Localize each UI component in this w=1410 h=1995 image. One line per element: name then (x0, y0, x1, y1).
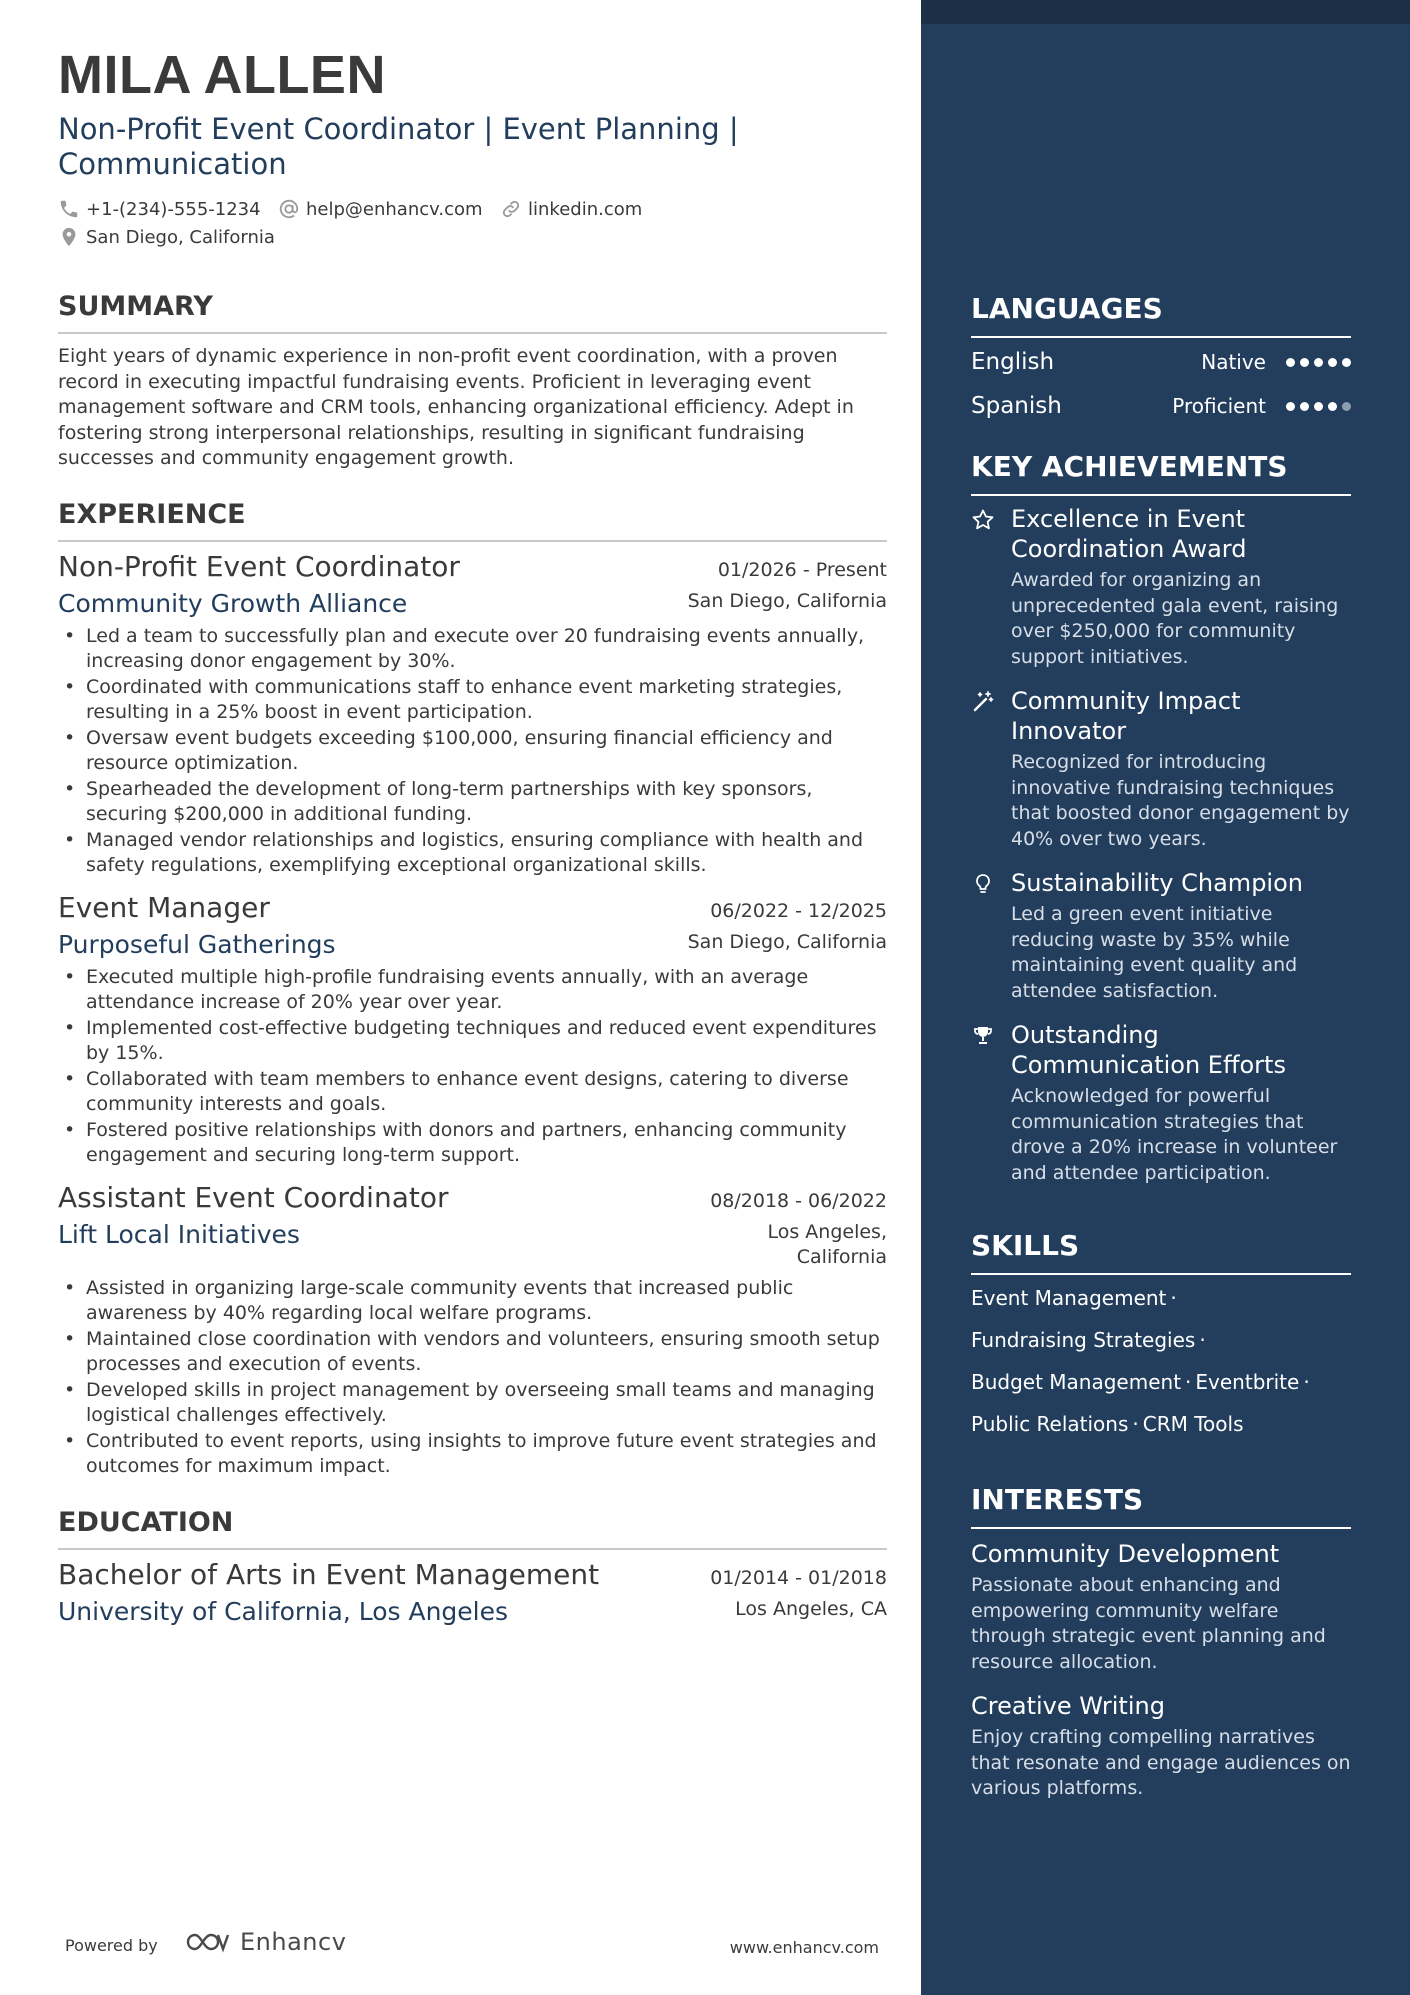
powered-by-label: Powered by (65, 1936, 158, 1955)
education-section (58, 1506, 887, 1626)
summary-section (58, 290, 887, 472)
contact-email[interactable] (278, 198, 483, 220)
section-title-education: EDUCATION (58, 1506, 887, 1550)
location-text: San Diego, California (86, 226, 275, 248)
skill-line (971, 1403, 1351, 1445)
interest-desc: Passionate about enhancing and empowering community welfare through strategic event planning and resource allocation. (971, 1574, 1326, 1673)
interest-title: Community Development (971, 1540, 1280, 1568)
interests-section (971, 1483, 1351, 1802)
bullet-item: • Coordinated with communications staff to enhance event marketing strategies, resulting in a 25% boost in event participation. (58, 675, 887, 726)
skill-separator: · (1185, 1370, 1192, 1394)
degree-title: Bachelor of Arts in Event Management (58, 1557, 600, 1591)
job-location-line: Los Angeles, (767, 1220, 887, 1243)
rating-dot (1342, 402, 1351, 411)
job-entry (58, 550, 887, 879)
education-date: 01/2014 - 01/2018 (710, 1566, 887, 1589)
achievement-desc: Acknowledged for powerful communication strategies that drove a 20% increase in volunteer and attendee participation. (1011, 1085, 1338, 1184)
job-title: Non-Profit Event Coordinator (58, 549, 460, 583)
achievement-title: Sustainability Champion (1011, 869, 1303, 897)
bullet-item: • Implemented cost-effective budgeting techniques and reduced event expenditures by 15%. (58, 1016, 887, 1067)
brand-name: Enhancv (240, 1928, 347, 1956)
job-title: Event Manager (58, 890, 270, 924)
rating-dot (1328, 358, 1337, 367)
bullet-item: • Collaborated with team members to enhance event designs, catering to diverse community interests and goals. (58, 1067, 887, 1118)
at-icon (278, 198, 300, 220)
achievement-title: Excellence in Event Coordination Award (1011, 505, 1247, 563)
trophy-icon (971, 1024, 995, 1048)
job-date: 06/2022 - 12/2025 (710, 899, 887, 922)
job-entry (58, 1181, 887, 1480)
achievement-desc: Awarded for organizing an unprecedented gala event, raising over $250,000 for community support initiatives. (1011, 569, 1339, 668)
bullet-item: • Executed multiple high-profile fundraising events annually, with an average attendance increase of 20% year over year. (58, 965, 887, 1016)
section-title-summary: SUMMARY (58, 290, 887, 334)
achievement-item (971, 868, 1351, 1004)
rating-dot (1342, 358, 1351, 367)
sidebar-top-bar (921, 0, 1410, 24)
job-title: Assistant Event Coordinator (58, 1180, 449, 1214)
language-level: Native (1201, 350, 1266, 374)
bullet-item: • Assisted in organizing large-scale community events that increased public awareness by 40% regarding local welfare programs. (58, 1276, 887, 1327)
section-title-experience: EXPERIENCE (58, 498, 887, 542)
interest-desc: Enjoy crafting compelling narratives that resonate and engage audiences on various platforms. (971, 1726, 1351, 1799)
email-text: help@enhancv.com (306, 198, 483, 220)
skill-separator: · (1170, 1286, 1177, 1310)
skill-line (971, 1361, 1351, 1403)
bullet-item: • Spearheaded the development of long-term partnerships with key sponsors, securing $200,000 in additional funding. (58, 777, 887, 828)
job-bullets (58, 1276, 887, 1480)
lightbulb-icon (971, 872, 995, 896)
achievements-section (971, 450, 1351, 1186)
section-title-achievements: KEY ACHIEVEMENTS (971, 450, 1351, 496)
language-rating (1286, 402, 1351, 411)
map-pin-icon (58, 226, 80, 248)
skill-line (971, 1277, 1351, 1319)
skill-line (971, 1319, 1351, 1361)
achievement-desc: Recognized for introducing innovative fundraising techniques that boosted donor engagement by 40% over two years. (1011, 751, 1350, 850)
rating-dot (1286, 402, 1295, 411)
experience-section (58, 498, 887, 1480)
interest-item (971, 1539, 1351, 1675)
contact-phone[interactable] (58, 198, 261, 220)
skill-item: Public Relations (971, 1412, 1129, 1436)
job-location: San Diego, California (687, 589, 887, 612)
contact-info (58, 198, 887, 254)
contact-linkedin[interactable] (500, 198, 642, 220)
job-location: San Diego, California (687, 930, 887, 953)
contact-location (58, 226, 275, 248)
rating-dot (1286, 358, 1295, 367)
education-entry (58, 1558, 887, 1626)
job-location (767, 1220, 887, 1270)
section-title-languages: LANGUAGES (971, 292, 1351, 338)
language-row (971, 384, 1351, 428)
linkedin-text: linkedin.com (528, 198, 643, 220)
achievement-item (971, 1020, 1351, 1186)
rating-dot (1300, 402, 1309, 411)
skill-item: Event Management (971, 1286, 1167, 1310)
achievement-title: Outstanding Communication Efforts (1011, 1021, 1286, 1079)
company-name: Community Growth Alliance (58, 588, 408, 618)
magic-wand-icon (971, 690, 995, 714)
bullet-item: • Oversaw event budgets exceeding $100,000, ensuring financial efficiency and resource optimization. (58, 726, 887, 777)
job-date: 08/2018 - 06/2022 (710, 1189, 887, 1212)
footer (65, 1928, 879, 1968)
bullet-item: • Led a team to successfully plan and execute over 20 fundraising events annually, increasing donor engagement by 30%. (58, 624, 887, 675)
bullet-item: • Maintained close coordination with vendors and volunteers, ensuring smooth setup processes and execution of events. (58, 1327, 887, 1378)
company-name: Purposeful Gatherings (58, 929, 336, 959)
language-row (971, 340, 1351, 384)
skill-item: Budget Management (971, 1370, 1182, 1394)
skill-item: Eventbrite (1195, 1370, 1300, 1394)
school-name: University of California, Los Angeles (58, 1596, 509, 1626)
bullet-item: • Fostered positive relationships with donors and partners, enhancing community engagement and securing long-term support. (58, 1118, 887, 1169)
languages-section (971, 292, 1351, 428)
job-entry (58, 891, 887, 1169)
rating-dot (1300, 358, 1309, 367)
skill-item: CRM Tools (1142, 1412, 1244, 1436)
language-rating (1286, 358, 1351, 367)
section-title-interests: INTERESTS (971, 1483, 1351, 1529)
job-bullets (58, 965, 887, 1169)
skill-separator: · (1199, 1328, 1206, 1352)
headline: Non-Profit Event Coordinator | Event Planning | Communication (58, 112, 739, 181)
company-name: Lift Local Initiatives (58, 1219, 300, 1249)
achievement-title: Community Impact Innovator (1011, 687, 1241, 745)
job-bullets (58, 624, 887, 879)
language-name: English (971, 349, 1055, 375)
achievement-item (971, 686, 1351, 852)
language-name: Spanish (971, 393, 1062, 419)
brand-logo[interactable] (184, 1928, 346, 1956)
rating-dot (1314, 358, 1323, 367)
summary-text: Eight years of dynamic experience in non-profit event coordination, with a proven record in executing impactful fundraising events. Proficient in leveraging event management software and CRM tools, enhancing organizational efficiency. Adept in fostering strong interpersonal relationships, resulting in significant fundraising successes and community engagement growth. (58, 345, 854, 469)
skills-section (971, 1229, 1351, 1445)
phone-icon (58, 198, 80, 220)
section-title-skills: SKILLS (971, 1229, 1351, 1275)
enhancv-logo-icon (184, 1930, 232, 1954)
skill-item: Fundraising Strategies (971, 1328, 1196, 1352)
candidate-name: MILA ALLEN (58, 45, 386, 105)
education-location: Los Angeles, CA (735, 1597, 887, 1620)
job-date: 01/2026 - Present (717, 558, 887, 581)
star-icon (971, 508, 995, 532)
phone-text: +1-(234)-555-1234 (86, 198, 261, 220)
interest-item (971, 1691, 1351, 1802)
rating-dot (1314, 402, 1323, 411)
website-link[interactable]: www.enhancv.com (729, 1938, 879, 1957)
skill-separator: · (1132, 1412, 1139, 1436)
achievement-desc: Led a green event initiative reducing waste by 35% while maintaining event quality and attendee satisfaction. (1011, 903, 1298, 1002)
job-location-line: California (796, 1245, 887, 1268)
bullet-item: • Managed vendor relationships and logistics, ensuring compliance with health and safety regulations, exemplifying exceptional organizational skills. (58, 828, 887, 879)
language-level: Proficient (1172, 394, 1266, 418)
bullet-item: • Developed skills in project management by overseeing small teams and managing logistical challenges effectively. (58, 1378, 887, 1429)
rating-dot (1328, 402, 1337, 411)
achievement-item (971, 504, 1351, 670)
skill-separator: · (1303, 1370, 1310, 1394)
main-column (58, 40, 887, 1626)
link-icon (500, 198, 522, 220)
interest-title: Creative Writing (971, 1692, 1165, 1720)
bullet-item: • Contributed to event reports, using insights to improve future event strategies and outcomes for maximum impact. (58, 1429, 887, 1480)
